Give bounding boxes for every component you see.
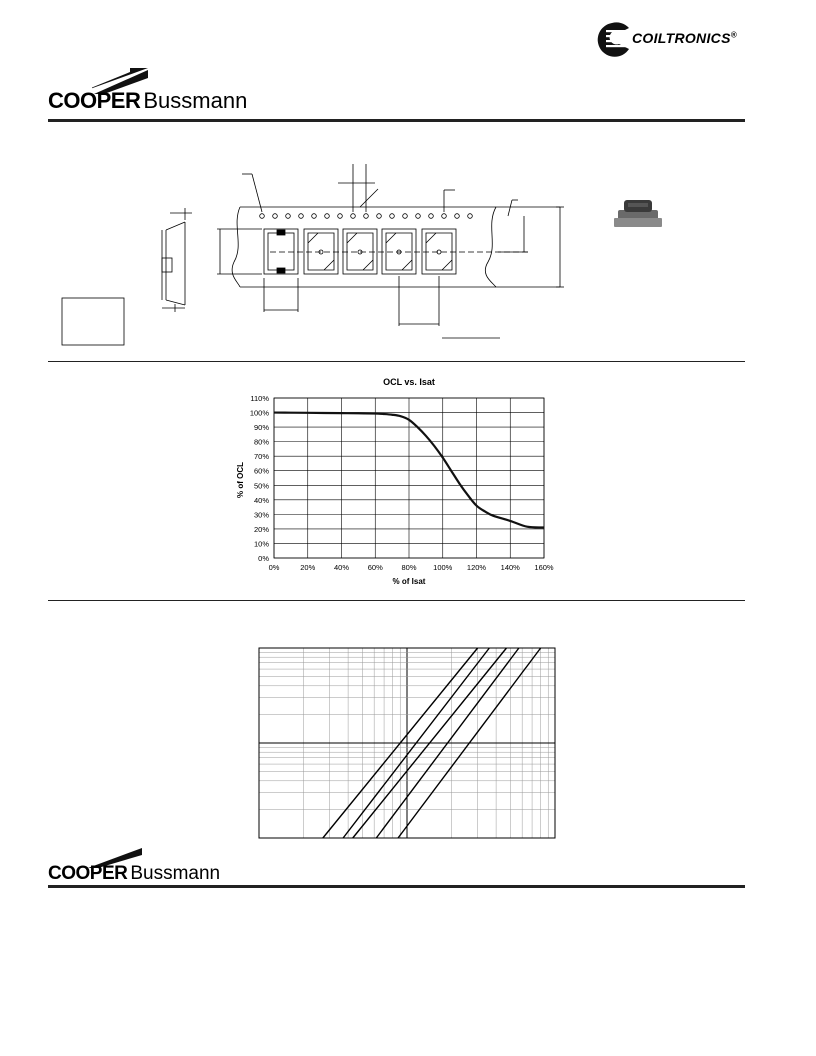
y-tick-label: 70%: [253, 452, 269, 462]
carrier-tape: [232, 207, 560, 287]
y-tick-label: 40%: [253, 495, 269, 505]
x-tick-label: 140%: [500, 563, 520, 572]
x-axis-label: % of Isat: [392, 577, 426, 586]
cooper-bussmann-logo: [48, 68, 248, 118]
y-tick-label: 30%: [253, 510, 269, 520]
chart-grid: [274, 398, 544, 558]
y-tick-label: 100%: [249, 408, 269, 418]
part-image: [614, 200, 662, 227]
y-tick-label: 10%: [253, 539, 269, 549]
bussmann-wordmark: Bussmann: [143, 88, 248, 113]
footer-bussmann-wordmark: Bussmann: [130, 863, 221, 884]
y-tick-label: 20%: [253, 524, 269, 534]
ocl-vs-isat-chart: [230, 370, 560, 595]
x-tick-label: 20%: [300, 563, 316, 572]
log-log-chart: [258, 647, 558, 839]
chart-tick-labels: [250, 394, 554, 572]
y-axis-label: % of OCL: [236, 462, 245, 498]
chart-title: OCL vs. Isat: [383, 377, 435, 387]
log-chart-grid: [259, 648, 555, 838]
dimension-lines: [217, 164, 564, 338]
x-tick-label: 40%: [333, 563, 350, 572]
x-tick-label: 0%: [268, 563, 280, 572]
footer-cooper-wordmark: COOPER: [48, 863, 128, 884]
footer-rule: [48, 885, 745, 888]
x-tick-label: 100%: [433, 563, 453, 572]
cooper-wordmark: COOPER: [48, 88, 141, 113]
y-tick-label: 90%: [253, 423, 269, 433]
x-tick-label: 80%: [401, 563, 417, 572]
y-tick-label: 110%: [250, 394, 269, 403]
direction-box: [62, 298, 124, 345]
tape-side-profile: [162, 208, 192, 312]
header-rule: [48, 119, 745, 122]
coiltronics-c-icon: [592, 22, 632, 58]
x-tick-label: 120%: [466, 563, 487, 572]
section-rule-2: [48, 600, 745, 601]
y-tick-label: 50%: [253, 481, 269, 491]
footer-cooper-bussmann-logo: [48, 846, 248, 886]
x-tick-label: 60%: [367, 563, 383, 572]
coiltronics-wordmark: COILTRONICS®: [632, 30, 737, 46]
x-tick-label: 160%: [534, 563, 554, 572]
tape-reel-drawing: [0, 150, 816, 360]
y-tick-label: 0%: [258, 554, 269, 563]
section-rule-1: [48, 361, 745, 362]
coiltronics-logo: [592, 22, 752, 58]
y-tick-label: 60%: [253, 466, 269, 476]
y-tick-label: 80%: [253, 437, 269, 447]
